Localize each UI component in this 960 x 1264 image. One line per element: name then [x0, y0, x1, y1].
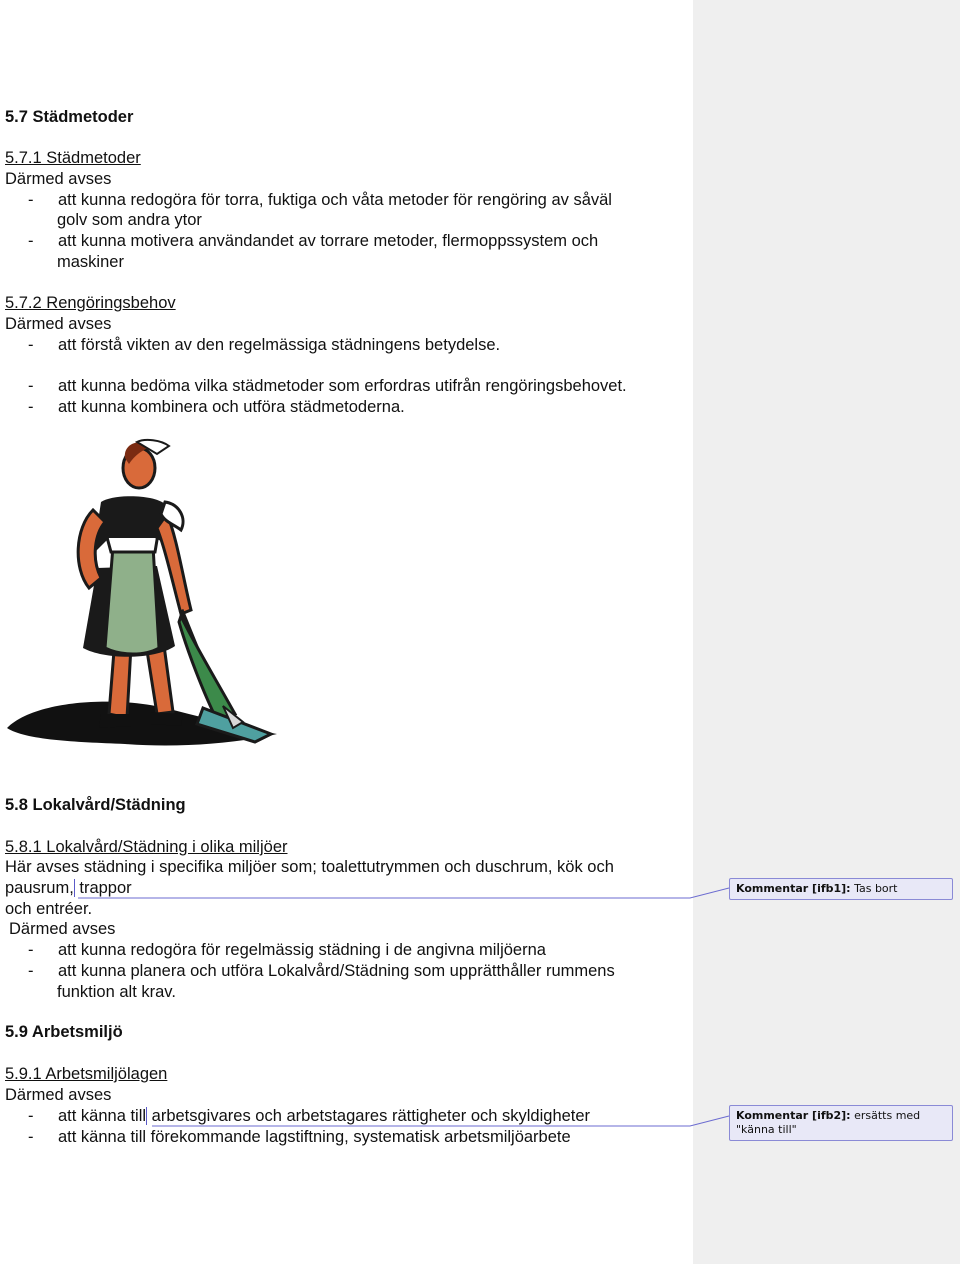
list-item-continuation: golv som andra ytor [57, 211, 202, 229]
section-5-9-heading: 5.9 Arbetsmiljö [5, 1023, 123, 1041]
list-item: - att kunna planera och utföra Lokalvård/Städning som upprätthåller rummens [28, 962, 615, 980]
cleaning-woman-illustration [5, 438, 285, 753]
list-item: - att kunna kombinera och utföra städmetoderna. [28, 398, 405, 416]
section-5-7-2-heading: 5.7.2 Rengöringsbehov [5, 294, 176, 312]
section-5-8-1-paragraph: Här avses städning i specifika miljöer som; toalettutrymmen och duschrum, kök och [5, 858, 614, 876]
section-5-7-2-intro: Därmed avses [5, 315, 112, 333]
list-item: - att kunna bedöma vilka städmetoder som erfordras utifrån rengöringsbehovet. [28, 377, 627, 395]
list-item: - att kunna motivera användandet av torrare metoder, flermoppssystem och [28, 232, 599, 250]
section-5-8-1-paragraph-line3: och entréer. [5, 900, 93, 918]
list-item-continuation: funktion alt krav. [57, 983, 176, 1001]
comment-margin-pane [693, 0, 960, 1264]
section-5-8-1-paragraph-line2: pausrum, trappor [5, 879, 132, 897]
comment-author: Kommentar [ifb2]: [736, 1109, 851, 1122]
section-5-8-1-heading: 5.8.1 Lokalvård/Städning i olika miljöer [5, 838, 288, 856]
comment-anchor-ifb2[interactable]: arbetsgivares och arbetstagares rättigheter och skyldigheter [147, 1107, 591, 1125]
section-5-9-1-intro: Därmed avses [5, 1086, 112, 1104]
list-item: - att kunna redogöra för regelmässig städning i de angivna miljöerna [28, 941, 546, 959]
comment-anchor-ifb1[interactable]: trappor [74, 879, 132, 897]
comment-connector-ifb1 [78, 888, 729, 898]
comment-balloon-ifb2[interactable] [729, 1105, 953, 1141]
list-item: - att kunna redogöra för torra, fuktiga och våta metoder för rengöring av såväl [28, 191, 612, 209]
comment-text: ersätts med "känna till" [736, 1109, 921, 1136]
list-item-continuation: maskiner [57, 253, 124, 271]
list-item: - att förstå vikten av den regelmässiga städningens betydelse. [28, 336, 501, 354]
list-item: - att känna till förekommande lagstiftning, systematisk arbetsmiljöarbete [28, 1128, 571, 1146]
section-5-8-1-intro: Därmed avses [9, 920, 116, 938]
section-5-7-1-heading: 5.7.1 Städmetoder [5, 149, 141, 167]
comment-balloon-ifb1[interactable] [729, 878, 953, 900]
section-5-7-heading: 5.7 Städmetoder [5, 108, 134, 126]
list-item: - att känna till arbetsgivares och arbetstagares rättigheter och skyldigheter [28, 1107, 591, 1125]
section-5-8-heading: 5.8 Lokalvård/Städning [5, 796, 186, 814]
comment-text: Tas bort [854, 882, 898, 895]
section-5-9-1-heading: 5.9.1 Arbetsmiljölagen [5, 1065, 168, 1083]
comment-author: Kommentar [ifb1]: [736, 882, 851, 895]
section-5-7-1-intro: Därmed avses [5, 170, 112, 188]
